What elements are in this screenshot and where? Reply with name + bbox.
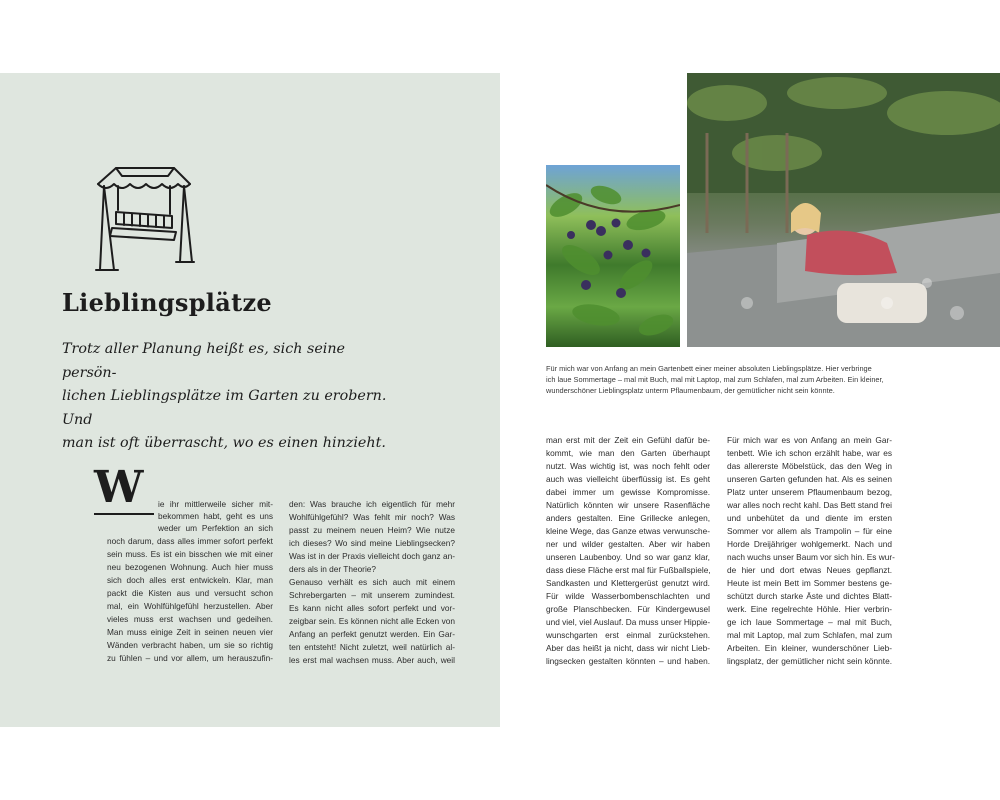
- text-line: Genauso verhält es sich auch mit einem: [289, 577, 455, 587]
- drop-cap: W: [94, 462, 144, 513]
- plum-tree-photo: [546, 165, 680, 347]
- text-line: war alles noch recht kahl. Das Bett stand frei: [727, 500, 892, 510]
- text-line: Aber das heißt ja nicht, dass wir nicht Lieb-: [546, 643, 710, 653]
- text-line: man erst mit der Zeit ein Gefühl dafür be-: [546, 435, 710, 445]
- text-line: große Planschbecken. Für Kindergewusel: [546, 604, 710, 614]
- text-line: neu bezogenen Wohnung. Auch hier muss: [107, 562, 273, 572]
- text-line: wunschgarten erst einmal zurückstehen.: [546, 630, 710, 640]
- text-line: Was ist in der Praxis vielleicht doch ganz an-: [289, 551, 455, 561]
- text-line: anders gestalten. Eine Grillecke anlegen,: [546, 513, 710, 523]
- text-line: Für mich war es von Anfang an mein Gar-: [727, 435, 892, 445]
- text-line: Wänden verbracht haben, um sie so richtig: [107, 640, 273, 650]
- text-line: ders als in der Theorie?: [289, 564, 377, 574]
- text-line: Man muss einige Zeit in seinen neuen vier: [107, 627, 273, 637]
- photo-caption-line: ich laue Sommertage – mal mit Buch, mal mit Laptop, mal zum Schlafen, mal zum Arbeiten. Ein kleiner,: [546, 375, 884, 384]
- text-line: mal, ein Wohlfühlgefühl herzustellen. Aber: [107, 601, 273, 611]
- text-line: ten entsteht! Nicht zuletzt, weil natürlich al-: [289, 642, 455, 652]
- text-line: mal mit Laptop, mal zum Schlafen, mal zum: [727, 630, 892, 640]
- text-line: nach wuchs unser Baum vor sich hin. Es wur-: [727, 552, 895, 562]
- text-line: das allererste Möbelstück, das den Weg in: [727, 461, 892, 471]
- text-line: ner und wilder gestalten. Aber wir haben: [546, 539, 710, 549]
- text-line: Horde Dreijähriger wohlgemerkt. Nach und: [727, 539, 892, 549]
- text-line: les erst mal wachsen muss. Aber auch, weil: [289, 655, 455, 665]
- page-title: Lieblingsplätze: [62, 288, 272, 317]
- text-line: sich doch alles erst entwickeln. Klar, man: [107, 575, 273, 585]
- text-line: vieles muss erst wachsen und gedeihen.: [107, 614, 273, 624]
- text-line: de hier und dort etwas Neues gepflanzt.: [727, 565, 892, 575]
- text-line: ge ich laue Sommertage – mal mit Buch,: [727, 617, 892, 627]
- text-line: zeigbar sein. Es können nicht alle Ecken von: [289, 616, 455, 626]
- text-line: bekommen habt, geht es uns: [158, 511, 273, 521]
- text-line: sein muss. Es ist ein bisschen wie mit einer: [107, 549, 273, 559]
- drop-cap-underline: [94, 513, 154, 515]
- text-line: noch darum, dass alles immer sofort perfekt: [107, 536, 273, 546]
- text-line: auch was vielleicht überflüssig ist. Es geht: [546, 474, 710, 484]
- text-line: lingsplatz, der gemütlicher nicht sein könnte.: [727, 656, 892, 666]
- text-line: Arbeiten. Ein kleiner, wunderschöner Lieb-: [727, 643, 892, 653]
- text-line: tenbett. Wie ich schon erzählt habe, war es: [727, 448, 892, 458]
- text-line: Platz unter unserem Pflaumenbaum bezog,: [727, 487, 892, 497]
- text-line: ie ihr mittlerweile sicher mit-: [158, 499, 273, 509]
- garden-swing-icon: [88, 162, 196, 274]
- text-line: Sommer vor allem als Trampolin – für eine: [727, 526, 892, 536]
- text-line: weder um Perfektion an sich: [158, 523, 273, 533]
- text-line: Schrebergarten – mit unserem zumindest.: [289, 590, 455, 600]
- text-line: und unbehütet da und diente im ersten: [727, 513, 892, 523]
- text-line: den: Was brauche ich eigentlich für mehr: [289, 499, 455, 509]
- text-line: dabei immer um gewisse Kompromisse.: [546, 487, 710, 497]
- text-line: lingsecken gestalten könnten – und haben.: [546, 656, 710, 666]
- photo-caption-line: wunderschöner Lieblingsplatz unterm Pflaumenbaum, der gemütlicher nicht sein könnte.: [546, 386, 835, 395]
- text-line: unseren Laubenboy. Und so war ganz klar,: [546, 552, 710, 562]
- text-line: werk. Eine regelrechte Höhle. Hier verbrin-: [727, 604, 892, 614]
- text-line: zu fühlen – und vor allem, um herauszufin-: [107, 653, 273, 663]
- intro-quote: [62, 338, 392, 456]
- text-line: Natürlich könnten wir unsere Rasenfläche: [546, 500, 710, 510]
- text-line: Wohlfühlgefühl? Was fehlt mir noch? Was: [289, 512, 455, 522]
- text-line: Anfang an perfekt genutzt werden. Ein Gar-: [289, 629, 455, 639]
- text-line: dass diese Fläche erst mal für Fußballspiele,: [546, 565, 711, 575]
- text-line: Für wilde Wasserbombenschlachten und: [546, 591, 710, 601]
- text-line: schützt durch starke Äste und dichtes Blatt-: [727, 591, 892, 601]
- text-line: kommt, wie man den Garten überhaupt: [546, 448, 710, 458]
- garden-bed-photo: [687, 73, 1000, 347]
- intro-line: lichen Lieblingsplätze im Garten zu erobern. Und: [62, 388, 387, 428]
- text-line: packt die Kisten aus und versucht schon: [107, 588, 273, 598]
- text-line: Sandkasten und Klettergerüst genutzt wird.: [546, 578, 710, 588]
- intro-line: Trotz aller Planung heißt es, sich seine persön-: [62, 341, 346, 381]
- text-line: passt zu meinem neuen Heim? Wie nutze: [289, 525, 455, 535]
- intro-line: man ist oft überrascht, wo es einen hinzieht.: [62, 435, 386, 451]
- text-line: und viel, viel Auslauf. Da muss unser Hippie-: [546, 617, 711, 627]
- text-line: unseren Garten gefunden hat. Als es seinen: [727, 474, 892, 484]
- text-line: Heute ist mein Bett im Sommer bestens ge-: [727, 578, 892, 588]
- text-line: ich dieses? Wo sind meine Lieblingsecken?: [289, 538, 455, 548]
- text-line: Es kann nicht alles sofort perfekt und vor-: [289, 603, 455, 613]
- text-line: nutzt. Was wichtig ist, was noch fehlt oder: [546, 461, 710, 471]
- text-line: kleine Wege, das Ganze etwas verwunsche-: [546, 526, 710, 536]
- photo-caption-line: Für mich war von Anfang an mein Gartenbett einer meiner absoluten Lieblingsplätze. Hier verbringe: [546, 364, 872, 373]
